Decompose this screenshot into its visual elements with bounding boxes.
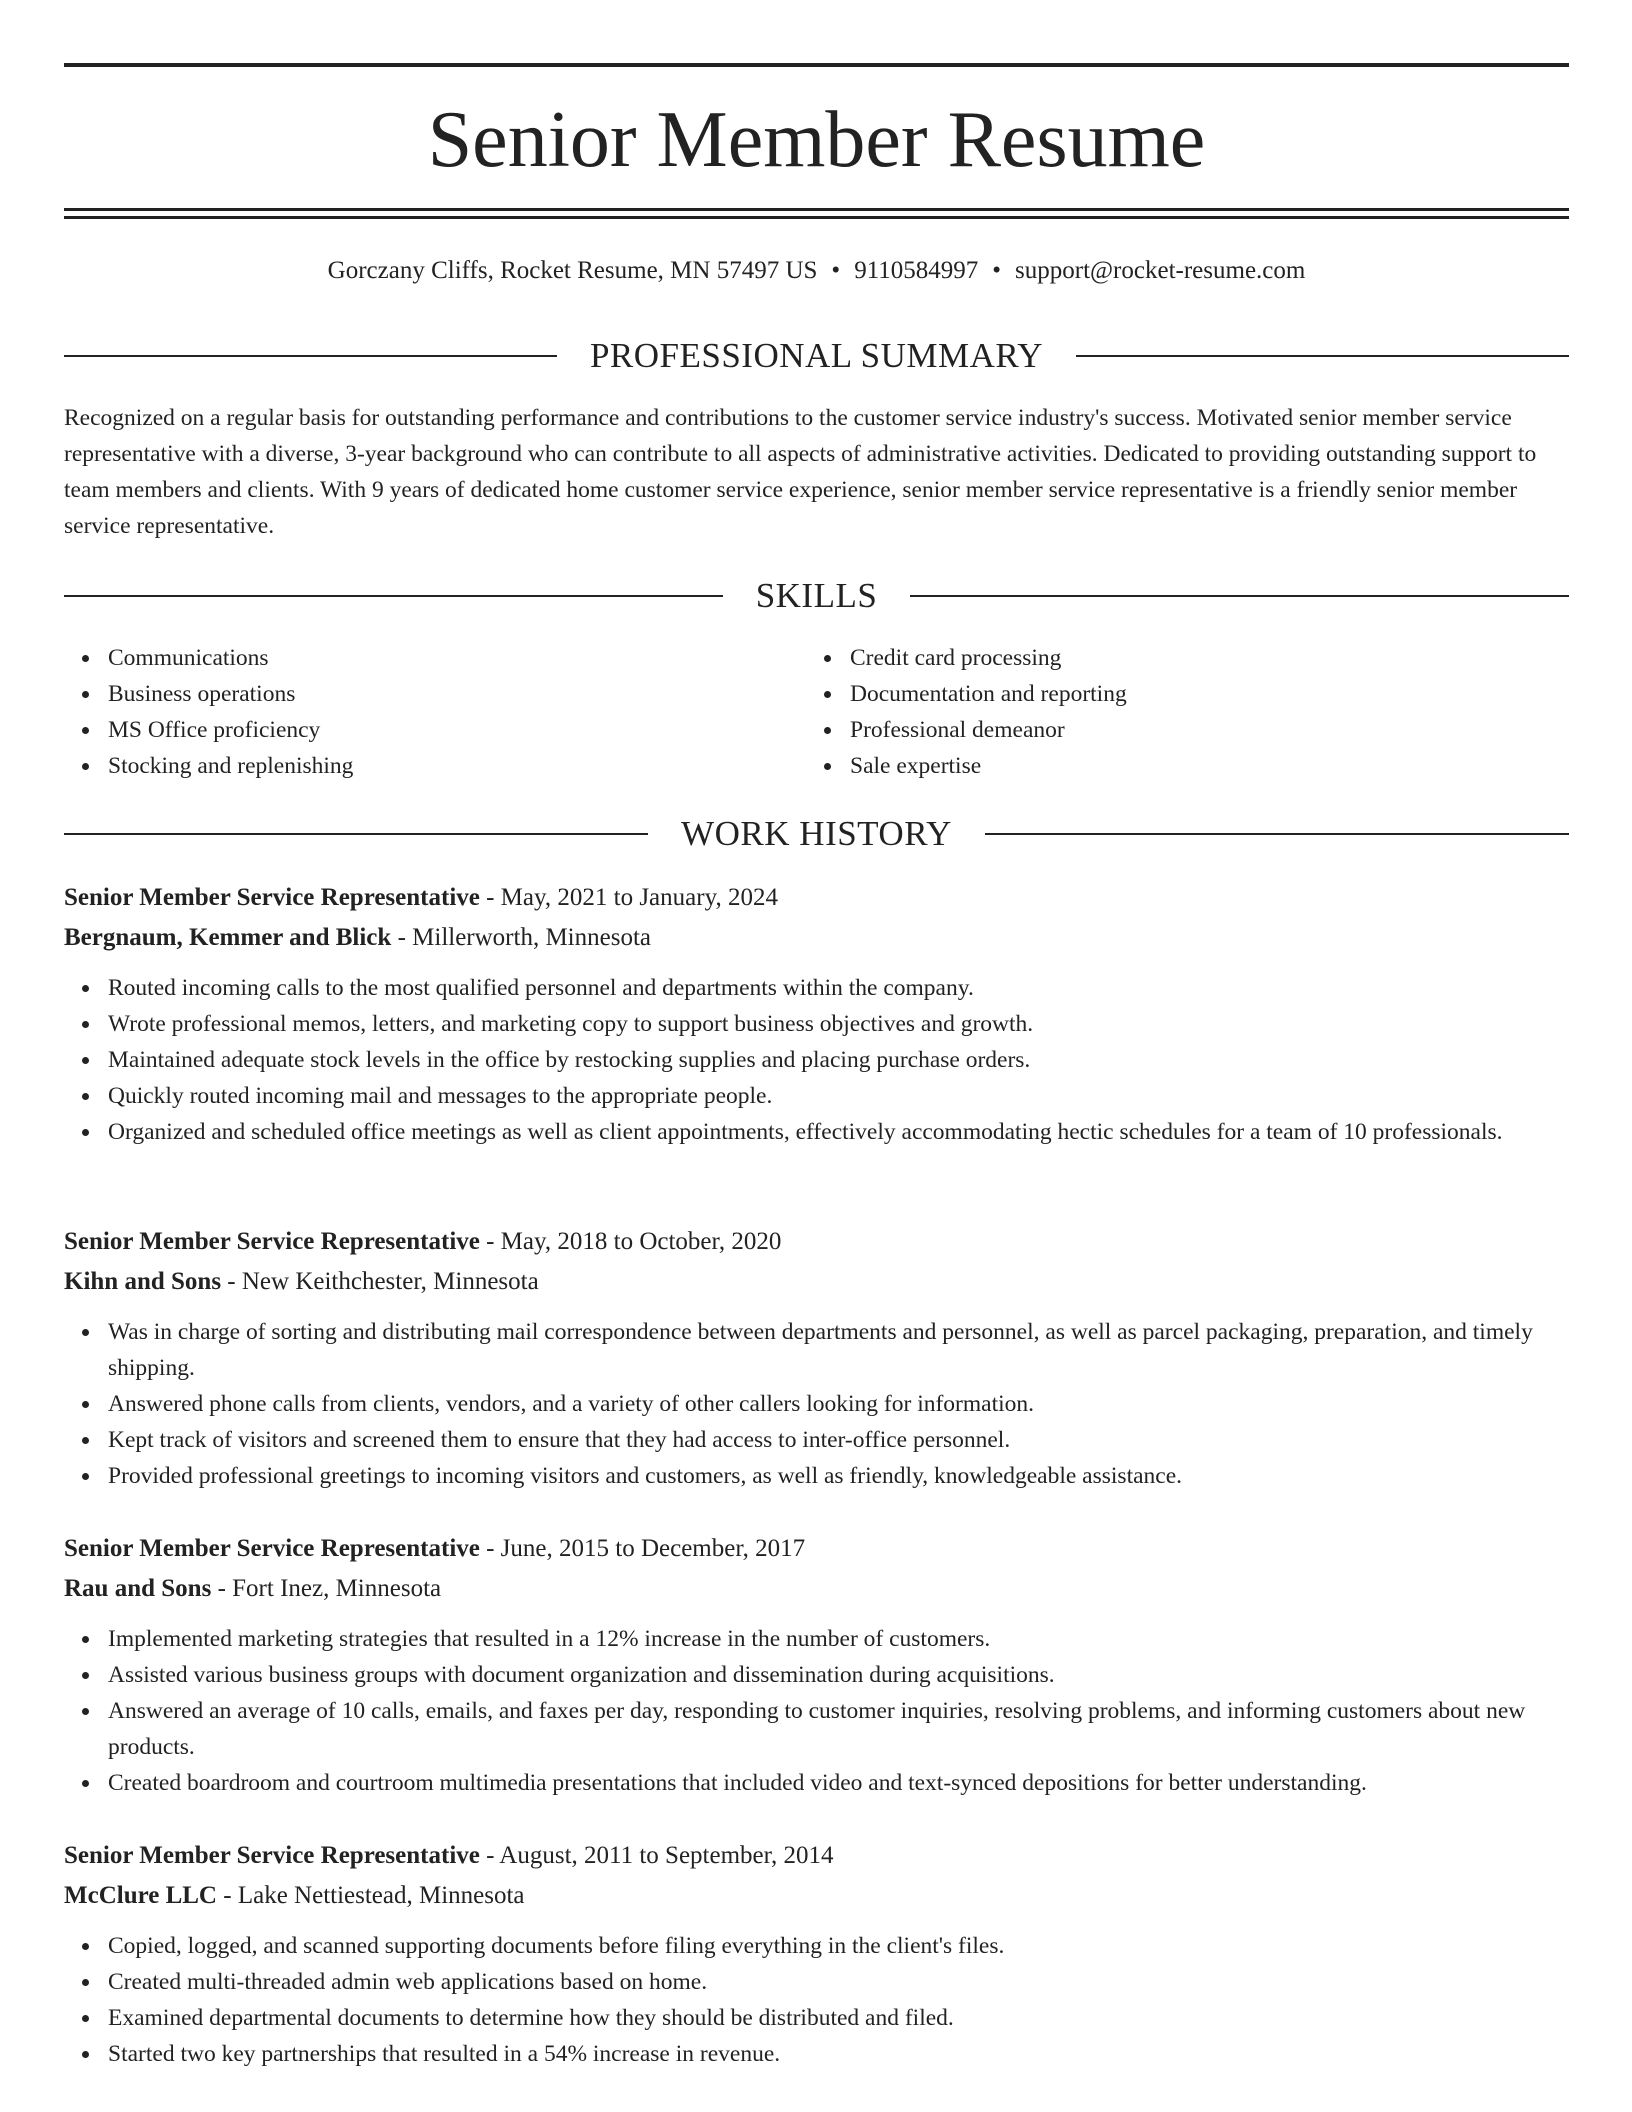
job-entry [64,1836,1569,2072]
job-dates: - May, 2018 to October, 2020 [479,1228,782,1255]
job-bullets [64,970,1569,1150]
skill-item: Business operations [108,676,806,712]
job-bullet: Implemented marketing strategies that resulted in a 12% increase in the number of customers. [108,1621,1569,1657]
job-bullet: Answered phone calls from clients, vendors, and a variety of other callers looking for information. [108,1386,1569,1422]
job-bullet: Created multi-threaded admin web applications based on home. [108,1964,1569,2000]
heading-rule [985,833,1569,835]
skill-item: Documentation and reporting [850,676,1548,712]
heading-rule [64,595,723,597]
job-bullet: Examined departmental documents to determine how they should be distributed and filed. [108,2000,1569,2036]
heading-rule [910,595,1569,597]
job-company: McClure LLC [64,1882,217,1909]
job-bullet: Started two key partnerships that resulted in a 54% increase in revenue. [108,2036,1569,2072]
job-company: Rau and Sons [64,1575,212,1602]
contact-email: support@rocket-resume.com [1015,257,1306,284]
job-company-line [64,918,1569,958]
section-title: WORK HISTORY [681,814,952,853]
job-title: Senior Member Service Representative [64,1228,480,1255]
job-location: - Fort Inez, Minnesota [211,1575,442,1602]
section-heading-work-history [64,812,1569,856]
summary-text: Recognized on a regular basis for outstanding performance and contributions to the customer service industry's success. Motivated senior member service representative with a diverse, 3-year background who can contribute to all aspects of administrative activities. Dedicated to providing outstanding support to team members and clients. With 9 years of dedicated home customer service experience, senior member service representative is a friendly senior member service representative. [64,405,1537,539]
section-title: SKILLS [755,576,878,615]
job-entry [64,1222,1569,1494]
job-bullets [64,1314,1569,1494]
job-dates: - June, 2015 to December, 2017 [479,1535,806,1562]
skill-item: Credit card processing [850,640,1548,676]
heading-rule [64,355,557,357]
job-bullet: Created boardroom and courtroom multimedia presentations that included video and text-synced depositions for better understanding. [108,1765,1569,1801]
job-bullet: Provided professional greetings to incoming visitors and customers, as well as friendly, knowledgeable assistance. [108,1458,1569,1494]
job-dates: - May, 2021 to January, 2024 [479,884,778,911]
skill-item: Professional demeanor [850,712,1548,748]
skills-list-right [806,640,1548,784]
job-location: - Lake Nettiestead, Minnesota [217,1882,525,1909]
job-bullet: Kept track of visitors and screened them to ensure that they had access to inter-office personnel. [108,1422,1569,1458]
job-title-line [64,878,1569,918]
skill-item: Sale expertise [850,748,1548,784]
heading-rule [1076,355,1569,357]
job-bullet: Routed incoming calls to the most qualified personnel and departments within the company. [108,970,1569,1006]
job-bullet: Wrote professional memos, letters, and marketing copy to support business objectives and growth. [108,1006,1569,1042]
contact-address: Gorczany Cliffs, Rocket Resume, MN 57497 US [327,257,818,284]
job-company: Bergnaum, Kemmer and Blick [64,924,392,951]
section-heading-skills [64,574,1569,618]
job-company-line [64,1876,1569,1916]
job-title: Senior Member Service Representative [64,1535,480,1562]
contact-phone: 9110584997 [854,257,979,284]
job-bullet: Copied, logged, and scanned supporting documents before filing everything in the client's files. [108,1928,1569,1964]
job-bullets [64,1621,1569,1801]
job-bullets [64,1928,1569,2072]
job-bullet: Organized and scheduled office meetings as well as client appointments, effectively accommodating hectic schedules for a team of 10 professionals. [108,1114,1569,1150]
job-company-line [64,1262,1569,1302]
job-title-line [64,1222,1569,1262]
top-rule [64,63,1569,67]
job-title: Senior Member Service Representative [64,884,480,911]
job-entry [64,1529,1569,1801]
resume-title: Senior Member Resume [427,96,1206,184]
heading-rule [64,833,648,835]
section-heading-summary [64,334,1569,378]
title-rule-upper [64,208,1569,211]
skill-item: MS Office proficiency [108,712,806,748]
skill-item: Communications [108,640,806,676]
job-title: Senior Member Service Representative [64,1842,480,1869]
skills-list-left [64,640,806,784]
job-title-line [64,1836,1569,1876]
contact-separator: • [992,257,1002,284]
job-bullet: Assisted various business groups with document organization and dissemination during acquisitions. [108,1657,1569,1693]
contact-line [64,254,1569,288]
job-bullet: Maintained adequate stock levels in the office by restocking supplies and placing purchase orders. [108,1042,1569,1078]
skill-item: Stocking and replenishing [108,748,806,784]
job-bullet: Quickly routed incoming mail and messages to the appropriate people. [108,1078,1569,1114]
job-entry [64,878,1569,1150]
skills-columns [64,640,1569,784]
job-title-line [64,1529,1569,1569]
section-title: PROFESSIONAL SUMMARY [589,336,1044,375]
title-rule-lower [64,216,1569,219]
job-location: - Millerworth, Minnesota [391,924,651,951]
job-dates: - August, 2011 to September, 2014 [479,1842,834,1869]
job-bullet: Was in charge of sorting and distributing mail correspondence between departments and personnel, as well as parcel packaging, preparation, and timely shipping. [108,1314,1569,1386]
job-company: Kihn and Sons [64,1268,222,1295]
job-company-line [64,1569,1569,1609]
job-location: - New Keithchester, Minnesota [221,1268,539,1295]
job-bullet: Answered an average of 10 calls, emails, and faxes per day, responding to customer inquiries, resolving problems, and informing customers about new products. [108,1693,1569,1765]
contact-separator: • [831,257,841,284]
